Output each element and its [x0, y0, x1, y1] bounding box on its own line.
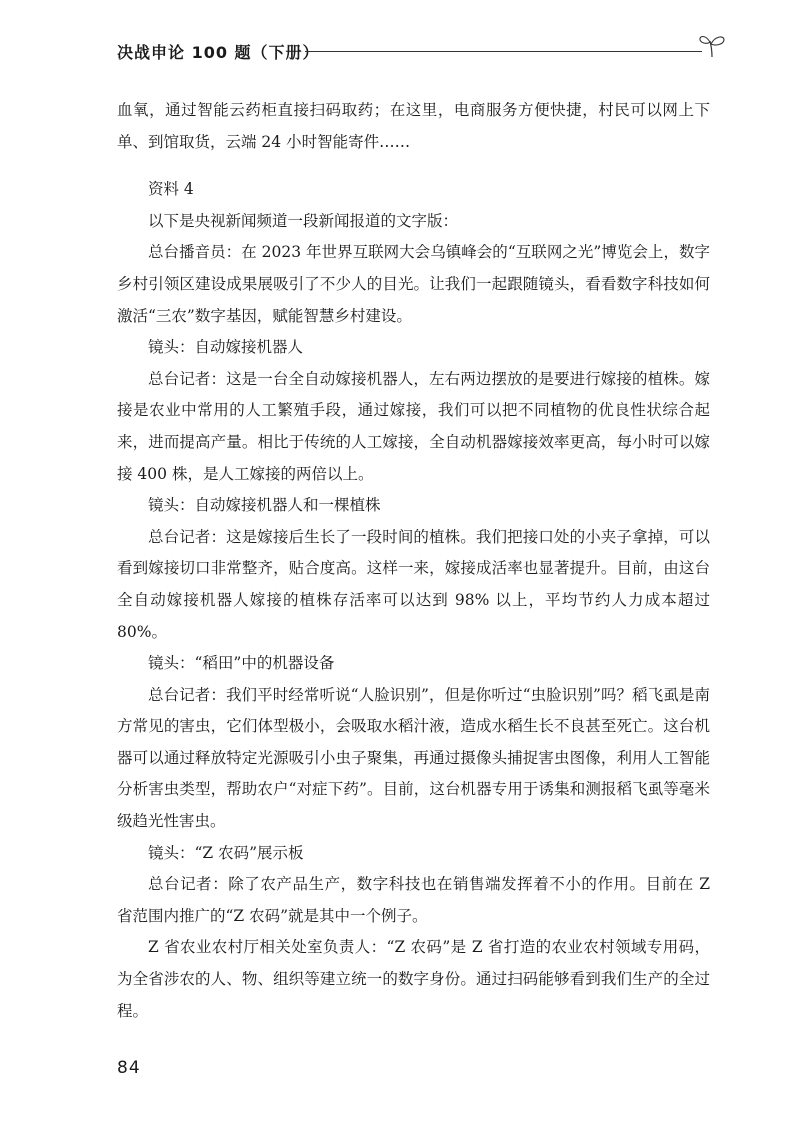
body-text: [117, 95, 710, 1027]
header-title: 决战申论 100 题（下册）: [117, 43, 320, 62]
paragraph: 镜头：“稻田”中的机器设备: [148, 654, 335, 673]
paragraph: Z 省农业农村厅相关处室负责人：“Z 农码”是 Z 省打造的农业农村领域专用码，为全省涉农的人、物、组织等建立统一的数字身份。通过扫码能够看到我们生产的全过程。: [117, 938, 710, 1020]
page-header: [117, 40, 727, 80]
paragraph: 资料 4: [148, 180, 194, 199]
paragraph: 镜头：“Z 农码”展示板: [148, 843, 304, 862]
paragraph: 总台记者：这是嫁接后生长了一段时间的植株。我们把接口处的小夹子拿掉，可以看到嫁接切口非常整齐，贴合度高。这样一来，嫁接成活率也显著提升。目前，由这台全自动嫁接机器人嫁接的植株存活率可以达到 98% 以上，平均节约人力成本超过 80%。: [117, 527, 710, 641]
paragraph: 总台记者：这是一台全自动嫁接机器人，左右两边摆放的是要进行嫁接的植株。嫁接是农业中常用的人工繁殖手段，通过嫁接，我们可以把不同植物的优良性状综合起来，进而提高产量。相比于传统的人工嫁接，全自动机器嫁接效率更高，每小时可以嫁接 400 株，是人工嫁接的两倍以上。: [117, 369, 710, 483]
page-number: 84: [117, 1058, 141, 1078]
paragraph: 血氧，通过智能云药柜直接扫码取药；在这里，电商服务方便快捷，村民可以网上下单、到馆取货，云端 24 小时智能寄件……: [117, 101, 710, 151]
paragraph: 镜头：自动嫁接机器人和一棵植株: [148, 496, 381, 515]
paragraph: 总台记者：除了农产品生产，数字科技也在销售端发挥着不小的作用。目前在 Z 省范围内推广的“Z 农码”就是其中一个例子。: [117, 875, 710, 925]
paragraph: 总台播音员：在 2023 年世界互联网大会乌镇峰会的“互联网之光”博览会上，数字乡村引领区建设成果展吸引了不少人的目光。让我们一起跟随镜头，看看数字科技如何激活“三农”数字基因，赋能智慧乡村建设。: [117, 243, 710, 325]
paragraph: 以下是央视新闻频道一段新闻报道的文字版：: [148, 211, 459, 230]
sprout-icon: [697, 32, 727, 58]
header-rule: [305, 51, 702, 52]
paragraph-spacer: [117, 158, 710, 174]
paragraph: 总台记者：我们平时经常听说“人脸识别”，但是你听过“虫脸识别”吗？稻飞虱是南方常见的害虫，它们体型极小，会吸取水稻汁液，造成水稻生长不良甚至死亡。这台机器可以通过释放特定光源吸引小虫子聚集，再通过摄像头捕捉害虫图像，利用人工智能分析害虫类型，帮助农户“对症下药”。目前，这台机器专用于诱集和测报稻飞虱等毫米级趋光性害虫。: [117, 685, 710, 831]
paragraph: 镜头：自动嫁接机器人: [148, 338, 304, 357]
